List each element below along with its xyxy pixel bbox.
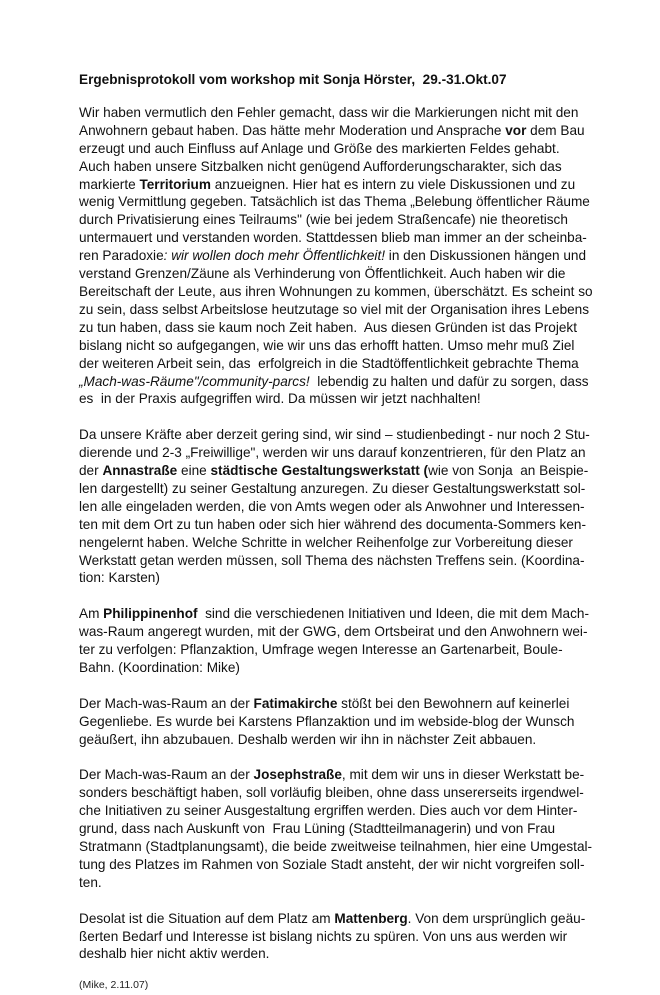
text-line [79, 945, 599, 963]
text-line [79, 444, 599, 462]
text-line [79, 856, 599, 874]
bold-text: Fatimakirche [253, 695, 338, 711]
text-line [79, 176, 599, 194]
text-run: zu tun haben, dass sie kaum noch Zeit haben. Aus diesen Gründen ist das Projekt [79, 319, 577, 335]
paragraph [79, 605, 599, 677]
bold-text: städtische Gestaltungswerkstatt ( [210, 463, 429, 479]
text-line [79, 569, 599, 587]
text-run: bislang nicht so aufgegangen, wie wir uns das erhofft hatten. Umso mehr muß Ziel [79, 337, 575, 353]
text-line [79, 211, 599, 229]
text-line [79, 301, 599, 319]
paragraph [79, 766, 599, 891]
text-run: len alle eingeladen werden, die von Amts wegen oder als Anwohner und Interessen- [79, 498, 585, 514]
text-line [79, 784, 599, 802]
text-run: len dargestellt) zu seiner Gestaltung anzuregen. Zu dieser Gestaltungswerkstatt sol- [79, 480, 586, 496]
text-run: tung des Platzes im Rahmen von Soziale Stadt ansteht, der wir nicht vorgreifen soll- [79, 856, 585, 872]
bold-text: Annastraße [102, 463, 178, 479]
text-run: dem Bau [526, 122, 585, 138]
text-run: che Initiativen zu seiner Ausgestaltung ergriffen werden. Dies auch vor dem Hinter- [79, 803, 578, 819]
text-line [79, 838, 599, 856]
text-run: Werkstatt getan werden müssen, soll Thema des nächsten Treffens sein. (Koordina- [79, 552, 585, 568]
text-line [79, 283, 599, 301]
document-page [79, 71, 599, 995]
text-line [79, 498, 599, 516]
text-run: durch Privatisierung eines Teilraums" (wie bei jedem Straßencafe) nie theoretisch [79, 212, 568, 228]
text-run: Wir haben vermutlich den Fehler gemacht, dass wir die Markierungen nicht mit den [79, 104, 579, 120]
text-run: erzeugt und auch Einfluss auf Anlage und Größe des markierten Feldes gehabt. [79, 140, 560, 156]
document-body [79, 104, 599, 963]
text-line [79, 695, 599, 713]
text-run: Der Mach-was-Raum an der [79, 767, 254, 783]
text-run: . Von dem ursprünglich geäu- [407, 910, 586, 926]
text-line [79, 534, 599, 552]
text-run: Stratmann (Stadtplanungsamt), die beide zweitweise teilnahmen, hier eine Umgestal- [79, 839, 593, 854]
text-line [79, 247, 599, 265]
text-run: ßerten Bedarf und Interesse ist bislang nichts zu spüren. Von uns aus werden wir [79, 928, 568, 944]
paragraph [79, 910, 599, 964]
text-run: sonders beschäftigt haben, soll vorläufig bleiben, ohne dass unsererseits irgendwel- [79, 785, 584, 801]
text-line [79, 390, 599, 408]
text-line [79, 910, 599, 928]
text-run: Da unsere Kräfte aber derzeit gering sind, wir sind – studienbedingt - nur noch 2 Stu- [79, 427, 590, 443]
text-run: markierte [79, 176, 140, 192]
text-line [79, 158, 599, 176]
text-run: dierende und 2-3 „Freiwillige", werden wir uns darauf konzentrieren, für den Platz an [79, 445, 586, 461]
text-line [79, 605, 599, 623]
text-line [79, 319, 599, 337]
text-line [79, 552, 599, 570]
text-run: lebendig zu halten und dafür zu sorgen, dass [309, 373, 589, 389]
bold-text: Mattenberg [334, 910, 408, 926]
text-run: Am [79, 606, 104, 622]
bold-text: Philippinenhof [103, 606, 198, 622]
text-run: Desolat ist die Situation auf dem Platz am [79, 910, 335, 926]
text-line [79, 337, 599, 355]
text-line [79, 426, 599, 444]
text-line [79, 928, 599, 946]
text-run: untermauert und verstanden worden. Stattdessen blieb man immer an der scheinba- [79, 230, 587, 246]
text-run: Bahn. (Koordination: Mike) [79, 659, 240, 675]
text-run: stößt bei den Bewohnern auf keinerlei [337, 695, 570, 711]
text-run: Der Mach-was-Raum an der [79, 695, 254, 711]
text-line [79, 766, 599, 784]
text-run: Anwohnern gebaut haben. Das hätte mehr Moderation und Ansprache [79, 122, 506, 138]
italic-text: „Mach-was-Räume"/community-parcs! [79, 373, 310, 389]
text-line [79, 140, 599, 158]
text-run: nengelernt haben. Welche Schritte in welcher Reihenfolge zur Vorbereitung dieser [79, 534, 573, 550]
text-line [79, 480, 599, 498]
text-run: anzueignen. Hier hat es intern zu viele Diskussionen und zu [210, 176, 576, 192]
text-line [79, 731, 599, 749]
text-run: zu sein, dass selbst Arbeitslose heutzutage so viel mit der Organisation ihres Lebens [79, 301, 590, 317]
signature: (Mike, 2.11.07) [79, 979, 149, 992]
text-line [79, 874, 599, 892]
text-run: Auch haben unsere Sitzbalken nicht genügend Aufforderungscharakter, sich das [79, 158, 562, 174]
text-line [79, 373, 599, 391]
text-run: was-Raum angeregt wurden, mit der GWG, dem Ortsbeirat und den Anwohnern wei- [79, 624, 588, 640]
bold-text: Josephstraße [253, 767, 342, 783]
text-run: Gegenliebe. Es wurde bei Karstens Pflanzaktion und im webside-blog der Wunsch [79, 713, 575, 729]
text-line [79, 802, 599, 820]
bold-text: vor [505, 122, 527, 138]
text-line [79, 713, 599, 731]
text-line [79, 122, 599, 140]
text-line [79, 104, 599, 122]
text-run: deshalb hier nicht aktiv werden. [79, 946, 270, 962]
text-line [79, 516, 599, 534]
text-run: der weiteren Arbeit sein, das erfolgreich in die Stadtöffentlichkeit gebrachte Thema [79, 355, 579, 371]
text-line [79, 641, 599, 659]
text-line [79, 355, 599, 373]
text-run: ten mit dem Ort zu tun haben oder sich hier während des documenta-Sommers ken- [79, 516, 586, 532]
text-run: es in der Praxis aufgegriffen wird. Da müssen wir jetzt nachhalten! [79, 391, 481, 407]
paragraph [79, 426, 599, 587]
bold-text: Territorium [139, 176, 211, 192]
text-line [79, 820, 599, 838]
text-run: eine [177, 463, 211, 479]
text-run: ten. [79, 874, 102, 890]
text-run: wie von Sonja an Beispie- [428, 463, 589, 479]
text-run: tion: Karsten) [79, 570, 160, 586]
text-run: in den Diskussionen hängen und [385, 248, 587, 264]
text-run: wenig Vermittlung gegeben. Tatsächlich ist das Thema „Belebung öffentlicher Räume [79, 194, 590, 210]
text-line [79, 265, 599, 283]
text-line [79, 623, 599, 641]
text-run: Bereitschaft der Leute, aus ihren Wohnungen zu kommen, überschätzt. Es scheint so [79, 283, 593, 299]
text-run: grund, dass nach Auskunft von Frau Lüning (Stadtteilmanagerin) und von Frau [79, 821, 556, 837]
document-title: Ergebnisprotokoll vom workshop mit Sonja Hörster, 29.-31.Okt.07 [79, 72, 507, 87]
paragraph [79, 104, 599, 408]
paragraph [79, 695, 599, 749]
text-run: verstand Grenzen/Zäune als Verhinderung von Öffentlichkeit. Auch haben wir die [79, 266, 566, 282]
text-line [79, 229, 599, 247]
text-run: ter zu verfolgen: Pflanzaktion, Umfrage wegen Interesse an Gartenarbeit, Boule- [79, 642, 563, 658]
text-line [79, 462, 599, 480]
text-run: der [79, 463, 103, 479]
text-run: sind die verschiedenen Initiativen und Ideen, die mit dem Mach- [197, 606, 589, 622]
italic-text: : wir wollen doch mehr Öffentlichkeit! [163, 248, 386, 264]
text-run: , mit dem wir uns in dieser Werkstatt be- [341, 767, 585, 783]
text-run: geäußert, ihn abzubauen. Deshalb werden wir ihn in nächster Zeit abbauen. [79, 731, 537, 747]
text-line [79, 193, 599, 211]
text-line [79, 659, 599, 677]
text-run: ren Paradoxie [79, 248, 164, 264]
